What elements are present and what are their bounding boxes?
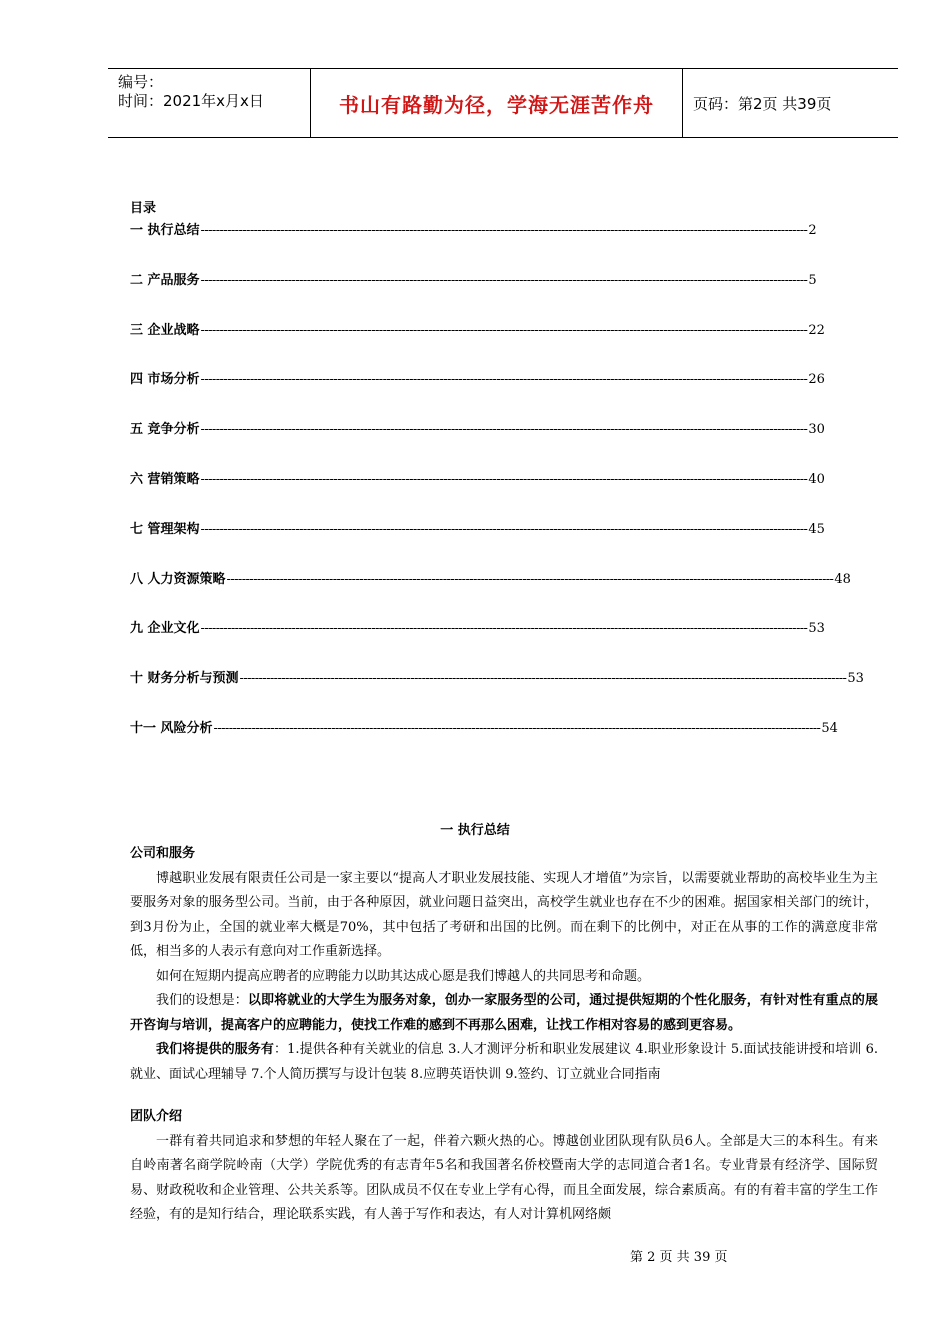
- services-list: ：1.提供各种有关就业的信息 3.人才测评分析和职业发展建议 4.职业形象设计 5.面试技能讲授和培训 6.就业、面试心理辅导 7.个人简历撰写与设计包装 8.应聘英语快训 9.签约、订立就业合同指南: [130, 1042, 878, 1082]
- team-heading: 团队介绍: [130, 1109, 183, 1124]
- toc-item[interactable]: [130, 667, 864, 717]
- toc-item-page: 45: [808, 521, 825, 537]
- toc-leader-line: ----------------------------------------------------------------------------------------------------------------------------------------------------------------: [200, 223, 808, 238]
- toc-item-label: 三 企业战略: [130, 322, 200, 338]
- toc-item[interactable]: [130, 617, 825, 667]
- toc-leader-line: ----------------------------------------------------------------------------------------------------------------------------------------------------------------: [239, 671, 847, 687]
- toc-item-label: 十 财务分析与预测: [130, 671, 239, 687]
- section-body: [130, 842, 878, 1228]
- page-footer: 第 2 页 共 39 页: [630, 1250, 728, 1265]
- header-motto: 书山有路勤为径，学海无涯苦作舟: [311, 69, 683, 137]
- section-title: 一 执行总结: [440, 823, 510, 838]
- toc-item[interactable]: [130, 717, 838, 767]
- paragraph-services: [130, 1038, 878, 1087]
- toc-leader-line: ----------------------------------------------------------------------------------------------------------------------------------------------------------------: [200, 322, 808, 338]
- toc-title: 目录: [130, 201, 157, 216]
- toc-item[interactable]: [130, 518, 825, 568]
- toc-item-label: 六 营销策略: [130, 471, 200, 487]
- toc-leader-line: ----------------------------------------------------------------------------------------------------------------------------------------------------------------: [200, 621, 808, 637]
- header-page-info: 页码：第2页 共39页: [693, 94, 832, 113]
- toc-leader-line: ----------------------------------------------------------------------------------------------------------------------------------------------------------------: [213, 720, 821, 736]
- idea-lead: 我们的设想是：: [156, 993, 248, 1008]
- toc-item-label: 七 管理架构: [130, 521, 200, 537]
- toc-item[interactable]: [130, 418, 825, 468]
- toc-item[interactable]: [130, 368, 825, 418]
- toc-item-label: 八 人力资源策略: [130, 571, 226, 587]
- toc-item-label: 一 执行总结: [130, 223, 200, 238]
- toc-item-page: 48: [834, 571, 851, 587]
- company-heading: 公司和服务: [130, 846, 196, 861]
- toc-item-page: 40: [808, 471, 825, 487]
- toc-item-page: 53: [808, 621, 825, 637]
- toc-item-page: 22: [808, 322, 825, 338]
- toc-leader-line: ----------------------------------------------------------------------------------------------------------------------------------------------------------------: [200, 471, 808, 487]
- header-number-label: 编号：: [118, 73, 164, 91]
- toc-item-page: 53: [847, 671, 864, 687]
- toc-item-page: 54: [821, 720, 838, 736]
- services-lead: 我们将提供的服务有: [156, 1042, 275, 1057]
- toc-leader-line: ----------------------------------------------------------------------------------------------------------------------------------------------------------------: [200, 372, 808, 388]
- toc-item-label: 十一 风险分析: [130, 720, 213, 736]
- toc-item[interactable]: [130, 269, 817, 319]
- toc-leader-line: ----------------------------------------------------------------------------------------------------------------------------------------------------------------: [200, 521, 808, 537]
- toc-item-page: 2: [808, 223, 817, 238]
- toc-item-page: 26: [808, 372, 825, 388]
- toc-item[interactable]: [130, 568, 851, 618]
- toc-item[interactable]: [130, 468, 825, 518]
- toc-item-page: 30: [808, 422, 825, 438]
- toc-item-page: 5: [808, 272, 817, 288]
- toc-item-label: 四 市场分析: [130, 372, 200, 388]
- paragraph-intro: 博越职业发展有限责任公司是一家主要以“提高人才职业发展技能、实现人才增值”为宗旨，以需要就业帮助的高校毕业生为主要服务对象的服务型公司。当前，由于各种原因，就业问题日益突出，高校学生就业也存在不少的困难。据国家相关部门的统计，到3月份为止，全国的就业率大概是70%，其中包括了考研和出国的比例。而在剩下的比例中，对正在从事的工作的满意度非常低，相当多的人表示有意向对工作重新选择。: [130, 870, 878, 959]
- table-of-contents: [130, 219, 864, 767]
- header-meta-cell: [108, 69, 311, 137]
- header-date-label: 时间：2021年x月x日: [118, 92, 264, 110]
- toc-leader-line: ----------------------------------------------------------------------------------------------------------------------------------------------------------------: [200, 272, 808, 288]
- toc-leader-line: ----------------------------------------------------------------------------------------------------------------------------------------------------------------: [226, 571, 834, 587]
- paragraph-question: 如何在短期内提高应聘者的应聘能力以助其达成心愿是我们博越人的共同思考和命题。: [156, 968, 651, 984]
- toc-item[interactable]: [130, 319, 825, 369]
- toc-item-label: 二 产品服务: [130, 272, 200, 288]
- paragraph-idea: [130, 989, 878, 1038]
- idea-bold: 以即将就业的大学生为服务对象，创办一家服务型的公司，通过提供短期的个性化服务，有针对性有重点的展开咨询与培训，提高客户的应聘能力，使找工作难的感到不再那么困难，让找工作相对容易的感到更容易。: [130, 993, 878, 1033]
- paragraph-team: 一群有着共同追求和梦想的年轻人聚在了一起，伴着六颗火热的心。博越创业团队现有队员6人。全部是大三的本科生。有来自岭南著名商学院岭南（大学）学院优秀的有志青年5名和我国著名侨校暨南大学的志同道合者1名。专业背景有经济学、国际贸易、财政税收和企业管理、公共关系等。团队成员不仅在专业上学有心得，而且全面发展，综合素质高。有的有着丰富的学生工作经验，有的是知行结合，理论联系实践，有人善于写作和表达，有人对计算机网络颇: [130, 1133, 878, 1222]
- toc-item-label: 九 企业文化: [130, 621, 200, 637]
- toc-leader-line: ----------------------------------------------------------------------------------------------------------------------------------------------------------------: [200, 422, 808, 438]
- header-table: [108, 68, 898, 138]
- toc-item[interactable]: [130, 219, 817, 269]
- toc-item-label: 五 竞争分析: [130, 422, 200, 438]
